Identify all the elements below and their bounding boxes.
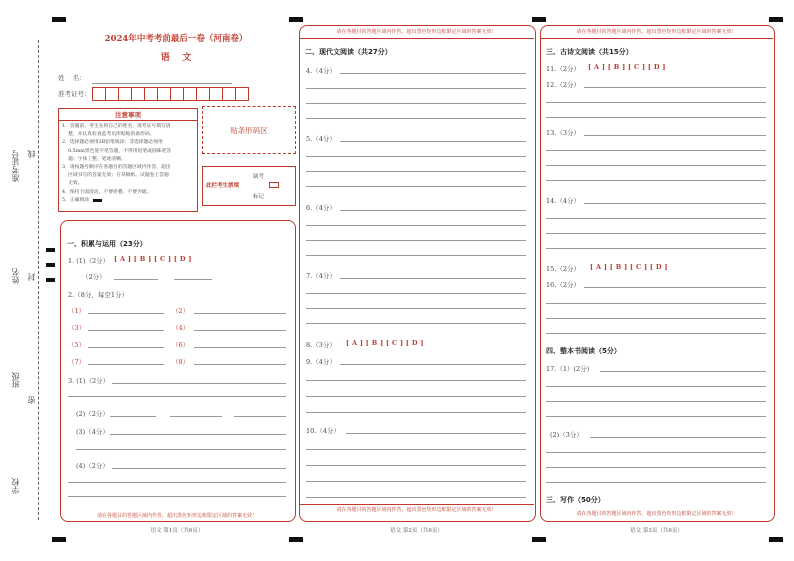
side-seal: 封 bbox=[27, 273, 36, 281]
side-class: 班级 bbox=[11, 372, 20, 388]
notice-item: 4．保持卡面清洁，不要折叠、不要弄破。 bbox=[62, 189, 152, 195]
answer-line[interactable] bbox=[546, 467, 766, 468]
notice-box bbox=[58, 108, 198, 212]
q11-label: 11.（2分） bbox=[546, 65, 580, 73]
q9-label: 9.（4分） bbox=[306, 358, 336, 366]
answer-line[interactable] bbox=[584, 135, 766, 136]
answer-line[interactable] bbox=[68, 396, 286, 397]
notice-item: 楚，并认真检查监考员所粘贴的条形码。 bbox=[62, 132, 155, 138]
q2-blank-6: （6） bbox=[172, 341, 190, 349]
q2-blank-4: （4） bbox=[172, 324, 190, 332]
answer-line[interactable] bbox=[194, 347, 286, 348]
answer-line[interactable] bbox=[194, 330, 286, 331]
answer-line[interactable] bbox=[306, 380, 526, 381]
answer-line[interactable] bbox=[306, 293, 526, 294]
q2-label: 2.（8分，每空1分） bbox=[68, 291, 128, 299]
notice-item: 题；字体工整、笔迹清晰。 bbox=[62, 156, 126, 162]
notice-title: 注意事项 bbox=[59, 109, 197, 121]
notice-item: 1．答题前，考生先将自己的姓名，准考证号填写清 bbox=[62, 124, 171, 129]
answer-line[interactable] bbox=[546, 233, 766, 234]
answer-line[interactable] bbox=[170, 416, 222, 417]
binding-mark bbox=[46, 248, 55, 252]
side-line: 线 bbox=[27, 150, 36, 158]
absent-line3: 标记 bbox=[253, 194, 265, 200]
corner-mark bbox=[532, 537, 546, 542]
side-school: 学校 bbox=[11, 478, 20, 494]
answer-line[interactable] bbox=[306, 88, 526, 89]
answer-line[interactable] bbox=[306, 156, 526, 157]
answer-line[interactable] bbox=[68, 496, 286, 497]
answer-line[interactable] bbox=[590, 437, 766, 438]
q1-1-label: 1. (1)（2分） bbox=[68, 257, 110, 265]
q14-label: 14.（4分） bbox=[546, 197, 580, 205]
corner-mark bbox=[289, 537, 303, 542]
answer-line[interactable] bbox=[584, 287, 766, 288]
answer-line[interactable] bbox=[546, 180, 766, 181]
notice-item: 5．正确填涂 bbox=[62, 197, 90, 203]
answer-line[interactable] bbox=[306, 412, 526, 413]
answer-line[interactable] bbox=[340, 278, 526, 279]
barcode-label: 贴条形码区 bbox=[230, 125, 268, 135]
page-footer-1: 语文 第1页（共6页） bbox=[150, 528, 204, 534]
area-warning: 请在各题目的答题区域内作答，超出黑色矩形边框限定区域的答案无效！ bbox=[576, 29, 737, 35]
answer-line[interactable] bbox=[88, 330, 164, 331]
q2-blank-7: （7） bbox=[68, 358, 86, 366]
notice-item: 0.5mm黑色签字笔答题，不得用铅笔或圆珠笔答 bbox=[62, 148, 172, 154]
area-warning: 请在各题目的答题区域内作答，超出黑色矩形边框限定区域的答案无效！ bbox=[336, 507, 497, 513]
page-footer-3: 语文 第3页（共6页） bbox=[630, 528, 683, 534]
q17-1-label: 17.（1）(2分) bbox=[546, 365, 590, 373]
notice-item: 无效。 bbox=[62, 181, 83, 187]
corner-mark bbox=[52, 537, 66, 542]
answer-line[interactable] bbox=[546, 401, 766, 402]
filled-sample bbox=[93, 199, 102, 202]
answer-line[interactable] bbox=[234, 416, 286, 417]
name-field[interactable] bbox=[92, 83, 232, 84]
answer-line[interactable] bbox=[306, 465, 526, 466]
q2-blank-3: （3） bbox=[68, 324, 86, 332]
answer-line[interactable] bbox=[306, 103, 526, 104]
answer-line[interactable] bbox=[306, 225, 526, 226]
answer-line[interactable] bbox=[346, 433, 526, 434]
q6-label: 6.（4分） bbox=[306, 204, 336, 212]
q4-label: 4.（4分） bbox=[306, 67, 336, 75]
name-label: 姓 名： bbox=[58, 74, 86, 82]
answer-line[interactable] bbox=[174, 279, 212, 280]
divider bbox=[299, 38, 534, 39]
absent-line1: 缺考 bbox=[253, 174, 265, 180]
q15-label: 15.（2分） bbox=[546, 265, 580, 273]
q13-label: 13.（3分） bbox=[546, 129, 580, 137]
answer-line[interactable] bbox=[306, 449, 526, 450]
q3-3-label: (3)（4分） bbox=[76, 428, 109, 436]
area-warning: 请在各题目的答题区域内作答，超出黑色矩形边框限定区域的答案无效！ bbox=[96, 513, 257, 519]
binding-mark bbox=[46, 263, 55, 267]
divider bbox=[299, 504, 534, 505]
answer-line[interactable] bbox=[546, 218, 766, 219]
q10-label: 10.（4分） bbox=[306, 427, 340, 435]
q2-blank-5: （5） bbox=[68, 341, 86, 349]
answer-line[interactable] bbox=[340, 73, 526, 74]
q7-label: 7.（4分） bbox=[306, 272, 336, 280]
absent-line2: 此栏考生禁填 bbox=[206, 183, 240, 189]
answer-line[interactable] bbox=[546, 333, 766, 334]
q3-2-label: (2)（2分） bbox=[76, 410, 109, 418]
answer-line[interactable] bbox=[546, 452, 766, 453]
section-1-title: 一、积累与运用（23分） bbox=[67, 240, 147, 248]
answer-line[interactable] bbox=[546, 102, 766, 103]
answer-line[interactable] bbox=[68, 482, 286, 483]
answer-line[interactable] bbox=[114, 279, 158, 280]
q8-label: 8.（3分） bbox=[306, 341, 336, 349]
answer-line[interactable] bbox=[306, 308, 526, 309]
answer-line[interactable] bbox=[546, 248, 766, 249]
answer-line[interactable] bbox=[306, 497, 526, 498]
binding-mark bbox=[46, 278, 55, 282]
section-2-title: 二、现代文阅读（共27分） bbox=[305, 48, 392, 56]
corner-mark bbox=[52, 17, 66, 22]
q2-blank-8: （8） bbox=[172, 358, 190, 366]
answer-line[interactable] bbox=[584, 87, 766, 88]
answer-line[interactable] bbox=[306, 396, 526, 397]
section-5-title: 三、写作（50分） bbox=[546, 496, 605, 504]
subject-title: 语 文 bbox=[160, 53, 192, 63]
answer-line[interactable] bbox=[88, 347, 164, 348]
q12-label: 12.（2分） bbox=[546, 81, 580, 89]
absent-checkbox[interactable] bbox=[269, 182, 279, 188]
section-4-title: 四、整本书阅读（5分） bbox=[546, 347, 621, 355]
notice-item: 3．请按题号顺序在各题目的答题区域内作答，超出 bbox=[62, 165, 171, 171]
answer-line[interactable] bbox=[600, 371, 766, 372]
answer-line[interactable] bbox=[584, 203, 766, 204]
side-bind: 密 bbox=[27, 396, 36, 404]
notice-list bbox=[59, 121, 197, 207]
answer-line[interactable] bbox=[76, 449, 286, 450]
side-name: 姓名 bbox=[11, 268, 20, 284]
absent-box bbox=[202, 166, 296, 206]
answer-line[interactable] bbox=[110, 416, 156, 417]
side-exam-no: 准考证号 bbox=[11, 150, 20, 182]
q16-label: 16.（2分） bbox=[546, 281, 580, 289]
answer-line[interactable] bbox=[306, 186, 526, 187]
answer-line[interactable] bbox=[306, 481, 526, 482]
answer-line[interactable] bbox=[546, 416, 766, 417]
answer-line[interactable] bbox=[88, 364, 164, 365]
answer-line[interactable] bbox=[194, 313, 286, 314]
q2-blank-2: （2） bbox=[172, 307, 190, 315]
corner-mark bbox=[769, 537, 783, 542]
answer-line[interactable] bbox=[88, 313, 164, 314]
answer-line[interactable] bbox=[112, 468, 286, 469]
barcode-area bbox=[202, 106, 296, 154]
area-warning: 请在各题目的答题区域内作答，超出黑色矩形边框限定区域的答案无效！ bbox=[336, 29, 497, 35]
answer-line[interactable] bbox=[306, 118, 526, 119]
corner-mark bbox=[532, 17, 546, 22]
exam-no-boxes[interactable] bbox=[92, 87, 249, 101]
answer-line[interactable] bbox=[306, 323, 526, 324]
answer-line[interactable] bbox=[194, 364, 286, 365]
divider bbox=[540, 38, 773, 39]
area-warning: 请在各题目的答题区域内作答，超出黑色矩形边框限定区域的答案无效！ bbox=[576, 511, 737, 517]
answer-line[interactable] bbox=[546, 150, 766, 151]
answer-line[interactable] bbox=[546, 318, 766, 319]
answer-line[interactable] bbox=[546, 482, 766, 483]
notice-item: 2．选择题必须用2B铅笔填涂；非选择题必须用 bbox=[62, 140, 163, 146]
corner-mark bbox=[289, 17, 303, 22]
q8-options[interactable]: [ A ] [ B ] [ C ] [ D ] bbox=[346, 339, 424, 347]
answer-line[interactable] bbox=[306, 171, 526, 172]
answer-line[interactable] bbox=[306, 255, 526, 256]
answer-line[interactable] bbox=[110, 434, 286, 435]
corner-mark bbox=[769, 17, 783, 22]
q2-blank-1: （1） bbox=[68, 307, 86, 315]
q3-1-label: 3. (1)（2分） bbox=[68, 377, 110, 385]
q15-options[interactable]: [ A ] [ B ] [ C ] [ D ] bbox=[590, 263, 668, 271]
notice-item: 区域书写的答案无效；在草稿纸、试题卷上答题 bbox=[62, 173, 169, 179]
answer-line[interactable] bbox=[112, 383, 286, 384]
answer-box-3 bbox=[540, 25, 775, 522]
answer-line[interactable] bbox=[340, 364, 526, 365]
q1-2-label: （2分） bbox=[82, 273, 106, 281]
answer-line[interactable] bbox=[546, 303, 766, 304]
answer-line[interactable] bbox=[546, 117, 766, 118]
q3-4-label: (4)（2分） bbox=[76, 462, 109, 470]
answer-line[interactable] bbox=[340, 141, 526, 142]
answer-box-1 bbox=[60, 220, 296, 522]
q5-label: 5.（4分） bbox=[306, 135, 336, 143]
answer-line[interactable] bbox=[340, 210, 526, 211]
answer-line[interactable] bbox=[306, 240, 526, 241]
exam-no-label: 准考证号： bbox=[58, 90, 91, 98]
section-3-title: 三、古诗文阅读（共15分） bbox=[546, 48, 633, 56]
answer-line[interactable] bbox=[546, 165, 766, 166]
exam-title: 2024年中考考前最后一卷（河南卷） bbox=[104, 34, 248, 44]
q11-options[interactable]: [ A ] [ B ] [ C ] [ D ] bbox=[588, 63, 666, 71]
page-footer-2: 语文 第2页（共6页） bbox=[390, 528, 443, 534]
binding-line bbox=[38, 40, 39, 520]
answer-line[interactable] bbox=[546, 386, 766, 387]
q17-2-label: (2)（3分） bbox=[550, 431, 583, 439]
q1-1-options[interactable]: [ A ] [ B ] [ C ] [ D ] bbox=[114, 255, 192, 263]
